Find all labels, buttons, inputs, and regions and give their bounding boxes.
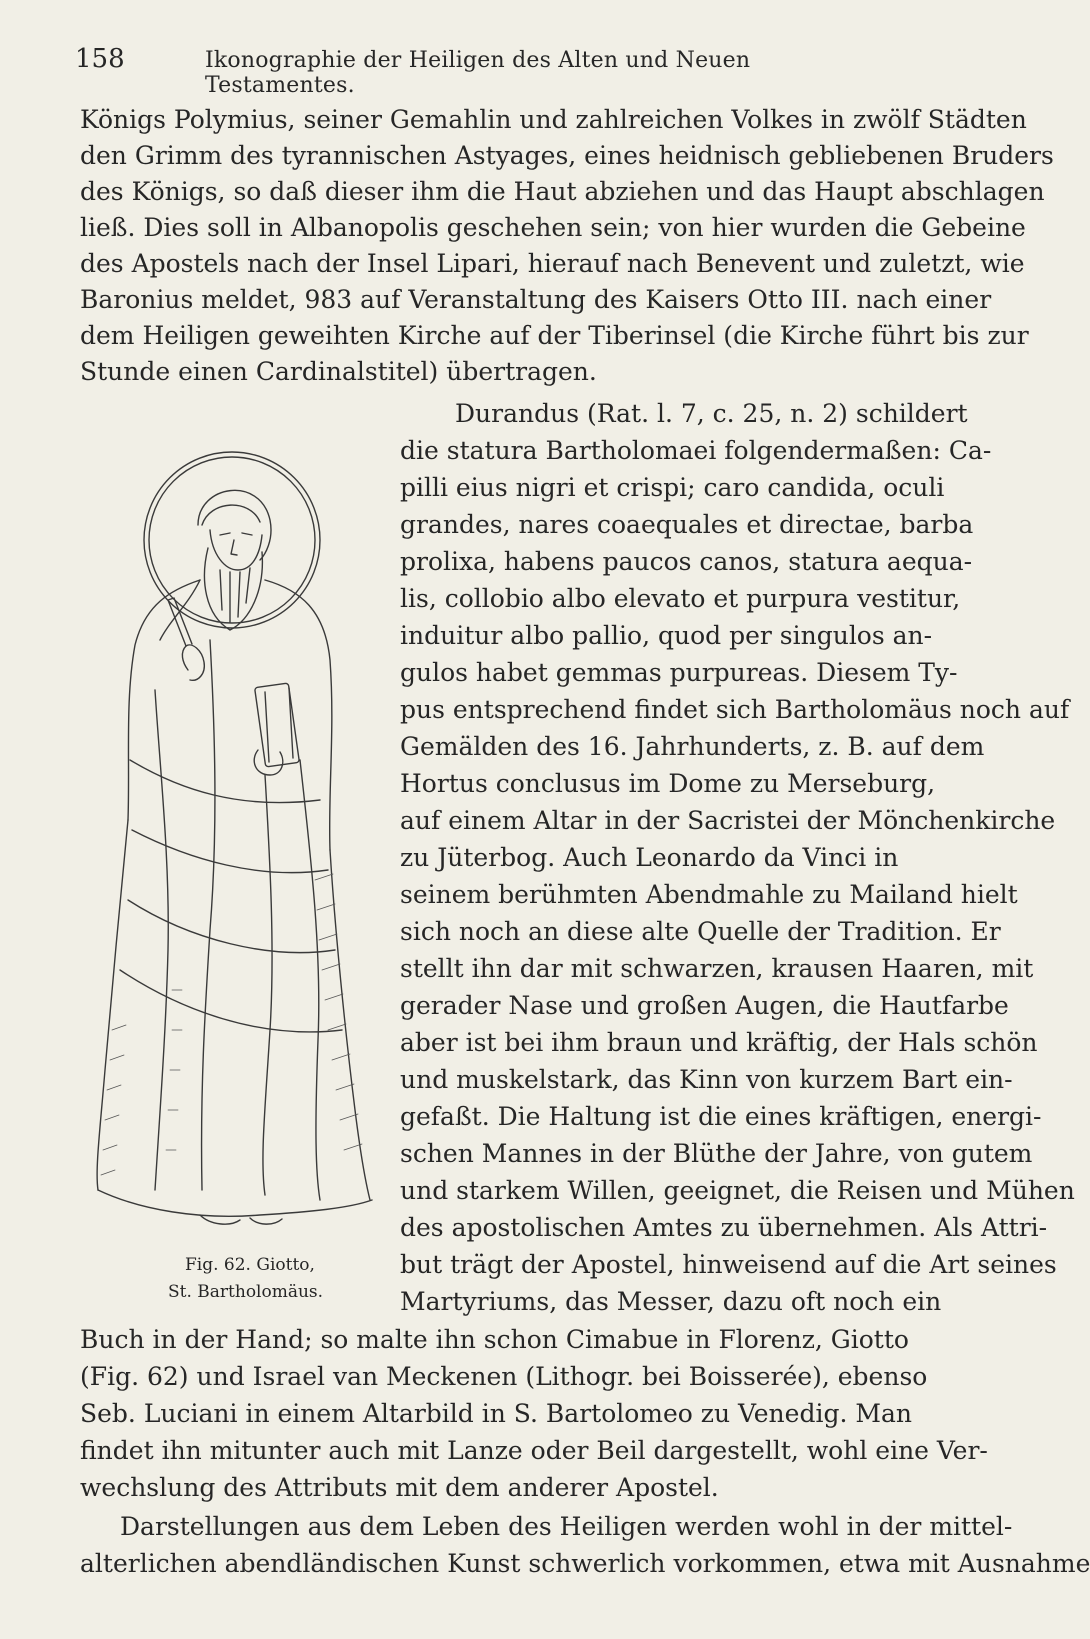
text-line: Gemälden des 16. Jahrhunderts, z. B. auf dem bbox=[400, 732, 985, 761]
text-line: auf einem Altar in der Sacristei der Mönchenkirche bbox=[400, 806, 1056, 835]
face bbox=[210, 530, 262, 570]
text-line: seinem berühmten Abendmahle zu Mailand hielt bbox=[400, 880, 1018, 909]
text-line: gefaßt. Die Haltung ist die eines kräftigen, energi- bbox=[400, 1102, 1042, 1131]
text-line: dem Heiligen geweihten Kirche auf der Tiberinsel (die Kirche führt bis zur bbox=[80, 321, 1029, 350]
text-line: des apostolischen Amtes zu übernehmen. Als Attri- bbox=[400, 1213, 1048, 1242]
running-title: Ikonographie der Heiligen des Alten und Neuen Testamentes. bbox=[205, 48, 751, 98]
cloak-left bbox=[128, 580, 200, 820]
text-line: prolixa, habens paucos canos, statura aequa- bbox=[400, 547, 973, 576]
figure-caption-line1: Fig. 62. Giotto, bbox=[185, 1255, 315, 1275]
text-line: ließ. Dies soll in Albanopolis geschehen sein; von hier wurden die Gebeine bbox=[80, 213, 1026, 242]
text-line: Martyriums, das Messer, dazu oft noch ein bbox=[400, 1287, 942, 1316]
text-line: und muskelstark, das Kinn von kurzem Bart ein- bbox=[400, 1065, 1013, 1094]
text-line: lis, collobio albo elevato et purpura vestitur, bbox=[400, 584, 961, 613]
text-line: aber ist bei ihm braun und kräftig, der Hals schön bbox=[400, 1028, 1038, 1057]
text-line: Durandus (Rat. l. 7, c. 25, n. 2) schildert bbox=[455, 399, 968, 428]
text-line: schen Mannes in der Blüthe der Jahre, von gutem bbox=[400, 1139, 1033, 1168]
text-line: die statura Bartholomaei folgendermaßen: Ca- bbox=[400, 436, 992, 465]
text-line: induitur albo pallio, quod per singulos an- bbox=[400, 621, 933, 650]
text-line: gerader Nase und großen Augen, die Hautfarbe bbox=[400, 991, 1009, 1020]
text-line: sich noch an diese alte Quelle der Tradition. Er bbox=[400, 917, 1001, 946]
text-line: but trägt der Apostel, hinweisend auf die Art seines bbox=[400, 1250, 1057, 1279]
text-line: grandes, nares coaequales et directae, barba bbox=[400, 510, 974, 539]
raised-hand bbox=[182, 645, 204, 680]
text-line: alterlichen abendländischen Kunst schwerlich vorkommen, etwa mit Ausnahme bbox=[80, 1549, 1090, 1578]
text-line: Darstellungen aus dem Leben des Heiligen werden wohl in der mittel- bbox=[120, 1512, 1013, 1541]
figure-illustration bbox=[60, 430, 405, 1230]
text-line: gulos habet gemmas purpureas. Diesem Ty- bbox=[400, 658, 958, 687]
text-line: Königs Polymius, seiner Gemahlin und zahlreichen Volkes in zwölf Städten bbox=[80, 105, 1027, 134]
figure-caption-line2: St. Bartholomäus. bbox=[168, 1282, 324, 1302]
text-line: des Königs, so daß dieser ihm die Haut abziehen und das Haupt abschlagen bbox=[80, 177, 1045, 206]
text-line: des Apostels nach der Insel Lipari, hierauf nach Benevent und zuletzt, wie bbox=[80, 249, 1025, 278]
text-line: pilli eius nigri et crispi; caro candida, oculi bbox=[400, 473, 945, 502]
robe-hem bbox=[98, 1190, 372, 1216]
text-line: findet ihn mitunter auch mit Lanze oder Beil dargestellt, wohl eine Ver- bbox=[80, 1436, 988, 1465]
text-line: Hortus conclusus im Dome zu Merseburg, bbox=[400, 769, 936, 798]
halo-outer bbox=[144, 452, 320, 628]
hair bbox=[198, 490, 271, 560]
page-header bbox=[75, 44, 875, 98]
text-line: wechslung des Attributs mit dem anderer Apostel. bbox=[80, 1473, 719, 1502]
text-line: Baronius meldet, 983 auf Veranstaltung des Kaisers Otto III. nach einer bbox=[80, 285, 992, 314]
text-line: Seb. Luciani in einem Altarbild in S. Bartolomeo zu Venedig. Man bbox=[80, 1399, 912, 1428]
text-line: pus entsprechend findet sich Bartholomäus noch auf bbox=[400, 695, 1070, 724]
page-number: 158 bbox=[75, 44, 125, 74]
text-line: Buch in der Hand; so malte ihn schon Cimabue in Florenz, Giotto bbox=[80, 1325, 909, 1354]
cloak-right bbox=[265, 580, 332, 850]
text-line: (Fig. 62) und Israel van Meckenen (Lithogr. bei Boisserée), ebenso bbox=[80, 1362, 928, 1391]
text-line: den Grimm des tyrannischen Astyages, eines heidnisch gebliebenen Bruders bbox=[80, 141, 1054, 170]
text-line: zu Jüterbog. Auch Leonardo da Vinci in bbox=[400, 843, 899, 872]
text-line: und starkem Willen, geeignet, die Reisen und Mühen bbox=[400, 1176, 1075, 1205]
text-line: Stunde einen Cardinalstitel) übertragen. bbox=[80, 357, 597, 386]
text-line: stellt ihn dar mit schwarzen, krausen Haaren, mit bbox=[400, 954, 1034, 983]
